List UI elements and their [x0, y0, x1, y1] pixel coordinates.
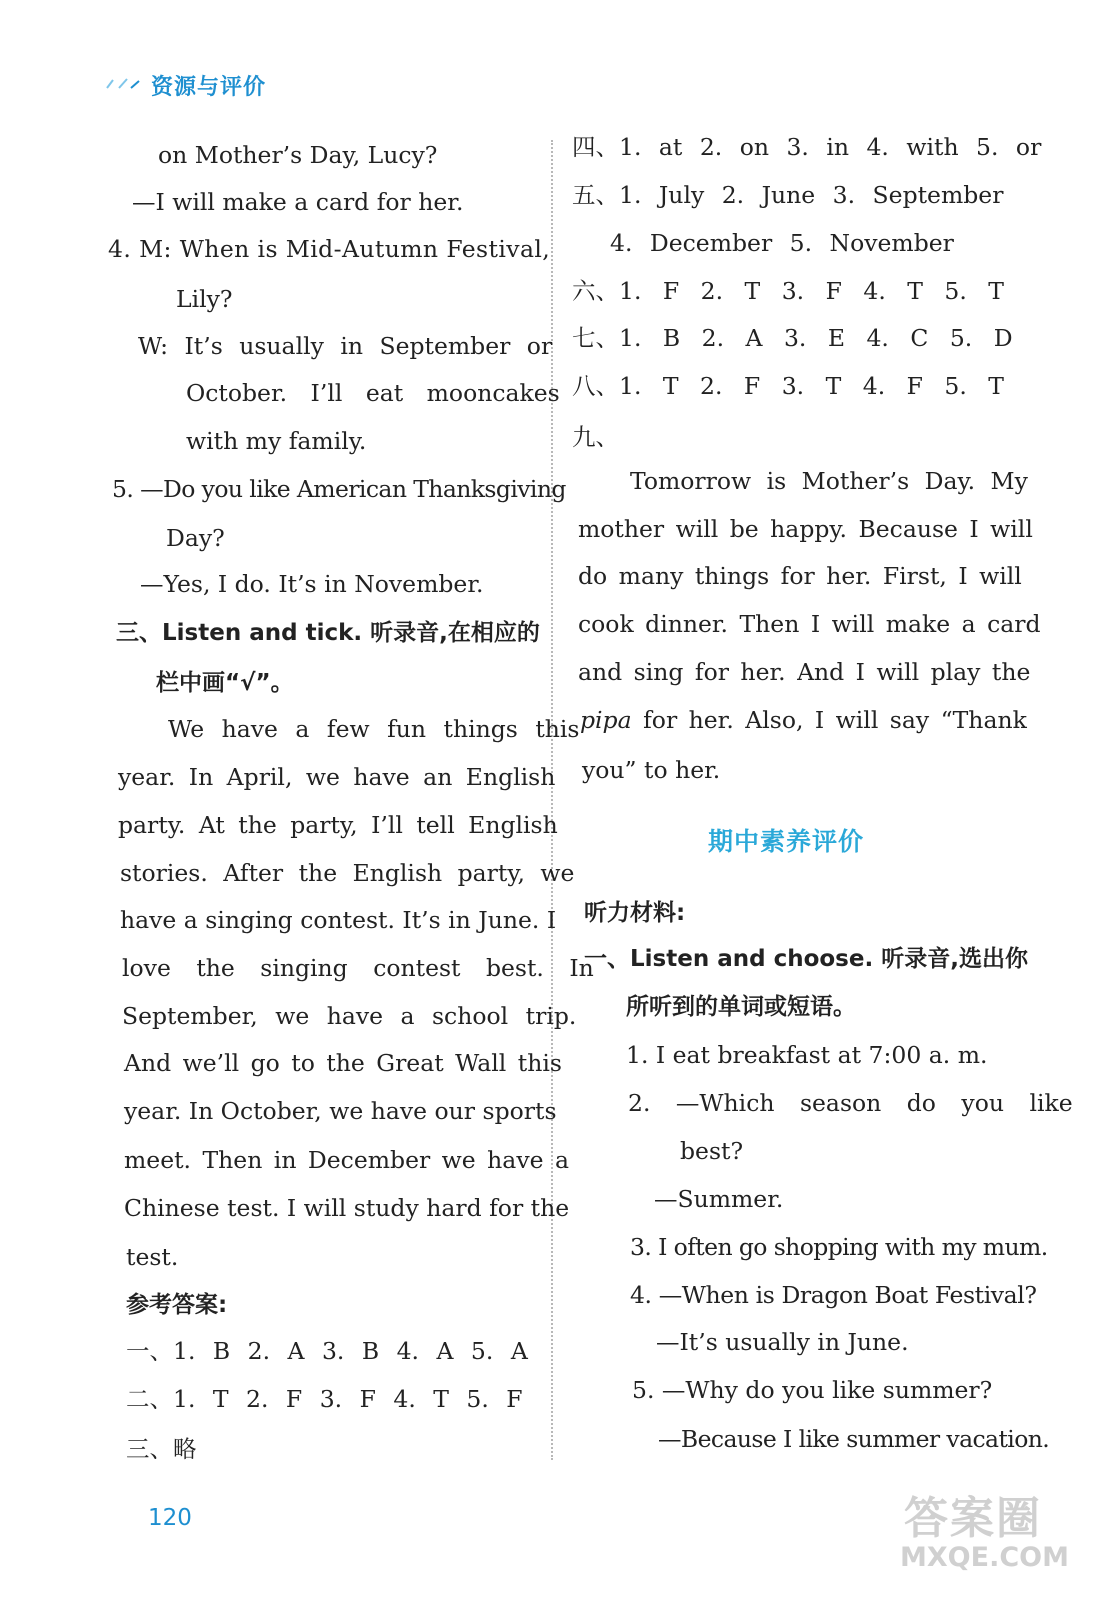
text-line: meet. Then in December we have a — [124, 1146, 569, 1174]
listening-heading: 听力材料: — [584, 900, 686, 926]
section-heading-3-cont: 栏中画“√”。 — [156, 670, 294, 696]
text-line: —Yes, I do. It’s in November. — [140, 570, 484, 598]
watermark — [900, 1482, 1080, 1594]
answer-line: 八、1. T 2. F 3. T 4. F 5. T — [572, 372, 1004, 400]
essay-line — [580, 705, 1027, 735]
essay-line: mother will be happy. Because I will — [578, 515, 1033, 543]
text-line: with my family. — [186, 427, 367, 455]
text-line: Day? — [166, 524, 225, 552]
listening-line: 2. —Which season do you like — [628, 1089, 1073, 1117]
answer-line: 4. December 5. November — [610, 229, 954, 257]
essay-line: Tomorrow is Mother’s Day. My — [630, 467, 1028, 495]
section-heading-3: 三、Listen and tick. 听录音,在相应的 — [116, 620, 540, 646]
text-line: party. At the party, I’ll tell English — [118, 811, 558, 839]
listening-line: 1. I eat breakfast at 7:00 a. m. — [626, 1041, 988, 1069]
essay-line: cook dinner. Then I will make a card — [578, 610, 1041, 638]
essay-word-pipa: pipa — [580, 706, 632, 734]
text-line: And we’ll go to the Great Wall this — [124, 1049, 562, 1077]
section-heading-1: 一、Listen and choose. 听录音,选出你 — [584, 946, 1028, 972]
section-heading-1-cont: 所听到的单词或短语。 — [626, 994, 856, 1020]
text-line: 5. —Do you like American Thanksgiving — [112, 475, 566, 503]
listening-line: 5. —Why do you like summer? — [632, 1376, 993, 1404]
answer-line: 七、1. B 2. A 3. E 4. C 5. D — [572, 324, 1013, 352]
essay-line: do many things for her. First, I will — [578, 562, 1022, 590]
answer-line: 六、1. F 2. T 3. F 4. T 5. T — [572, 277, 1004, 305]
listening-line: —Summer. — [654, 1185, 784, 1213]
answer-line: 一、1. B 2. A 3. B 4. A 5. A — [126, 1337, 528, 1365]
text-line: test. — [126, 1243, 179, 1271]
answer-line: 四、1. at 2. on 3. in 4. with 5. or — [572, 133, 1042, 161]
answer-line: 五、1. July 2. June 3. September — [572, 181, 1004, 209]
header-decoration-icon — [105, 76, 145, 90]
answer-key-heading: 参考答案: — [126, 1292, 228, 1318]
text-line: year. In October, we have our sports — [124, 1097, 557, 1125]
text-line: W: It’s usually in September or — [138, 332, 553, 360]
text-line: love the singing contest best. In — [122, 954, 594, 982]
text-line: stories. After the English party, we — [120, 859, 575, 887]
text-line: October. I’ll eat mooncakes — [186, 379, 560, 407]
essay-line: and sing for her. And I will play the — [578, 658, 1031, 686]
midterm-section-heading: 期中素养评价 — [708, 827, 865, 856]
answer-line: 二、1. T 2. F 3. F 4. T 5. F — [126, 1385, 523, 1413]
text-line: have a singing contest. It’s in June. I — [120, 906, 557, 934]
listening-line: best? — [680, 1137, 744, 1165]
text-line: 4. M: When is Mid-Autumn Festival, — [108, 235, 551, 263]
text-line: —I will make a card for her. — [132, 188, 464, 216]
essay-line: you” to her. — [582, 756, 721, 784]
text-line: Lily? — [176, 285, 233, 313]
watermark-url: MXQE.COM — [900, 1542, 1069, 1573]
listening-line: —Because I like summer vacation. — [658, 1425, 1050, 1453]
text-line: September, we have a school trip. — [122, 1002, 577, 1030]
watermark-logo: 答案圈 — [904, 1493, 1042, 1544]
header-title: 资源与评价 — [151, 75, 267, 100]
listening-line: —It’s usually in June. — [656, 1328, 909, 1356]
text-line: on Mother’s Day, Lucy? — [158, 141, 438, 169]
answer-line: 三、略 — [126, 1435, 197, 1463]
listening-line: 4. —When is Dragon Boat Festival? — [630, 1281, 1037, 1309]
essay-line-rest: for her. Also, I will say “Thank — [631, 706, 1027, 734]
listening-line: 3. I often go shopping with my mum. — [630, 1233, 1048, 1261]
text-line: Chinese test. I will study hard for the — [124, 1194, 570, 1222]
text-line: We have a few fun things this — [168, 715, 580, 743]
page-number: 120 — [148, 1505, 192, 1531]
text-line: year. In April, we have an English — [118, 763, 556, 791]
answer-line: 九、 — [572, 423, 619, 451]
